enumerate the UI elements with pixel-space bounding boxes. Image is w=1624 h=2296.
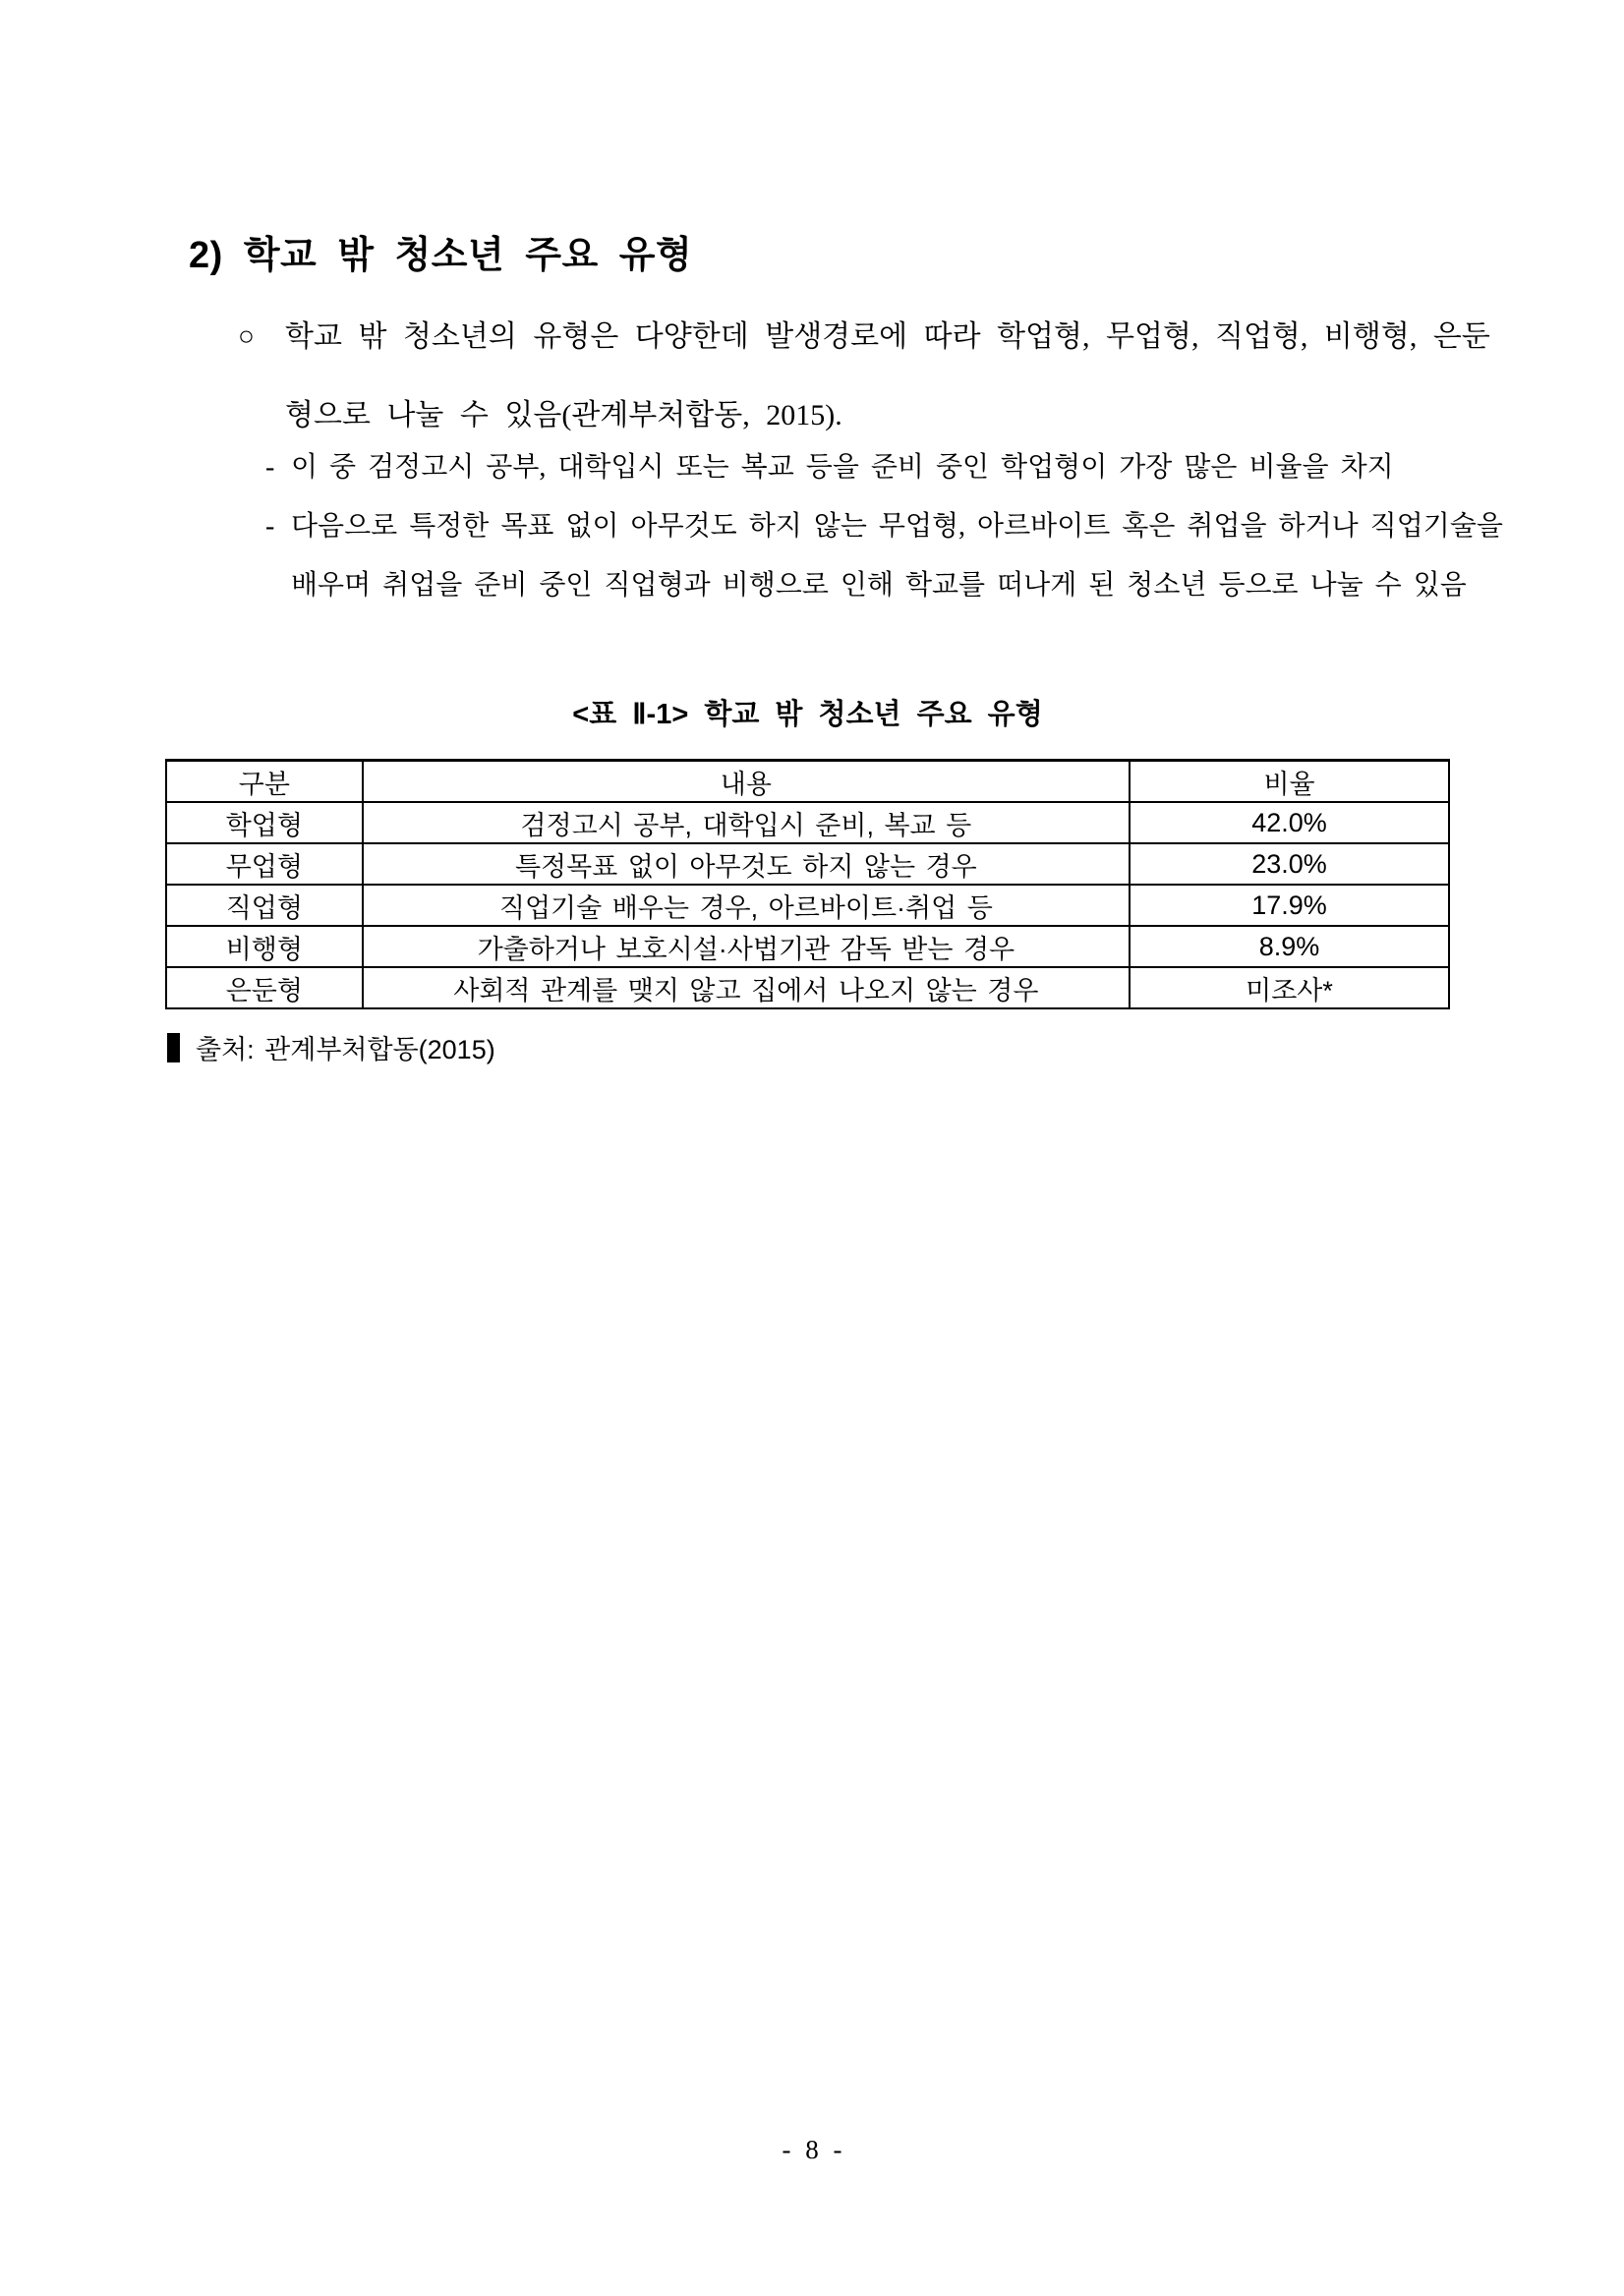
- cell-description: 특정목표 없이 아무것도 하지 않는 경우: [363, 843, 1130, 885]
- table-caption: <표 Ⅱ-1> 학교 밖 청소년 주요 유형: [572, 699, 1043, 730]
- cell-type: 무업형: [166, 843, 363, 885]
- cell-description: 사회적 관계를 맺지 않고 집에서 나오지 않는 경우: [363, 967, 1130, 1008]
- sub-bullet-text: 다음으로 특정한 목표 없이 아무것도 하지 않는 무업형, 아르바이트 혹은 취업을 하거나 직업기술을 배우며 취업을 준비 중인 직업형과 비행으로 인해 학교를 떠나게 된 청소년 등으로 나눌 수 있음: [291, 511, 1503, 601]
- sub-bullet-list: [265, 438, 1524, 615]
- cell-ratio: 42.0%: [1130, 802, 1449, 843]
- table-row: [166, 885, 1449, 926]
- source-text: 출처: 관계부처합동(2015): [196, 1035, 495, 1064]
- dash-bullet-icon: -: [265, 452, 275, 483]
- sub-bullet-text: 이 중 검정고시 공부, 대학입시 또는 복교 등을 준비 중인 학업형이 가장 많은 비율을 차지: [291, 452, 1394, 483]
- column-header-ratio: 비율: [1130, 761, 1449, 803]
- cell-type: 직업형: [166, 885, 363, 926]
- cell-description: 검정고시 공부, 대학입시 준비, 복교 등: [363, 802, 1130, 843]
- source-bar-icon: [167, 1033, 180, 1062]
- column-header-type: 구분: [166, 761, 363, 803]
- table-header-row: [166, 761, 1449, 803]
- cell-ratio: 8.9%: [1130, 926, 1449, 967]
- page-number: - 8 -: [782, 2135, 842, 2164]
- bullet-paragraph: [238, 298, 1496, 455]
- table-source-note: [167, 1028, 495, 1066]
- bullet-text: 학교 밖 청소년의 유형은 다양한데 발생경로에 따라 학업형, 무업형, 직업형, 비행형, 은둔형으로 나눌 수 있음(관계부처합동, 2015).: [285, 320, 1490, 431]
- cell-type: 비행형: [166, 926, 363, 967]
- cell-ratio: 23.0%: [1130, 843, 1449, 885]
- section-heading: 2) 학교 밖 청소년 주요 유형: [189, 235, 693, 276]
- table-row: [166, 843, 1449, 885]
- cell-type: 학업형: [166, 802, 363, 843]
- table-row: [166, 926, 1449, 967]
- sub-bullet-item: [265, 438, 1524, 497]
- cell-type: 은둔형: [166, 967, 363, 1008]
- table-row: [166, 802, 1449, 843]
- cell-ratio: 17.9%: [1130, 885, 1449, 926]
- dash-bullet-icon: -: [265, 511, 275, 542]
- types-table: [165, 759, 1450, 1009]
- table-row: [166, 967, 1449, 1008]
- circle-bullet-icon: ○: [238, 321, 255, 352]
- cell-description: 직업기술 배우는 경우, 아르바이트·취업 등: [363, 885, 1130, 926]
- cell-ratio: 미조사*: [1130, 967, 1449, 1008]
- column-header-description: 내용: [363, 761, 1130, 803]
- sub-bullet-item: [265, 497, 1524, 615]
- cell-description: 가출하거나 보호시설·사법기관 감독 받는 경우: [363, 926, 1130, 967]
